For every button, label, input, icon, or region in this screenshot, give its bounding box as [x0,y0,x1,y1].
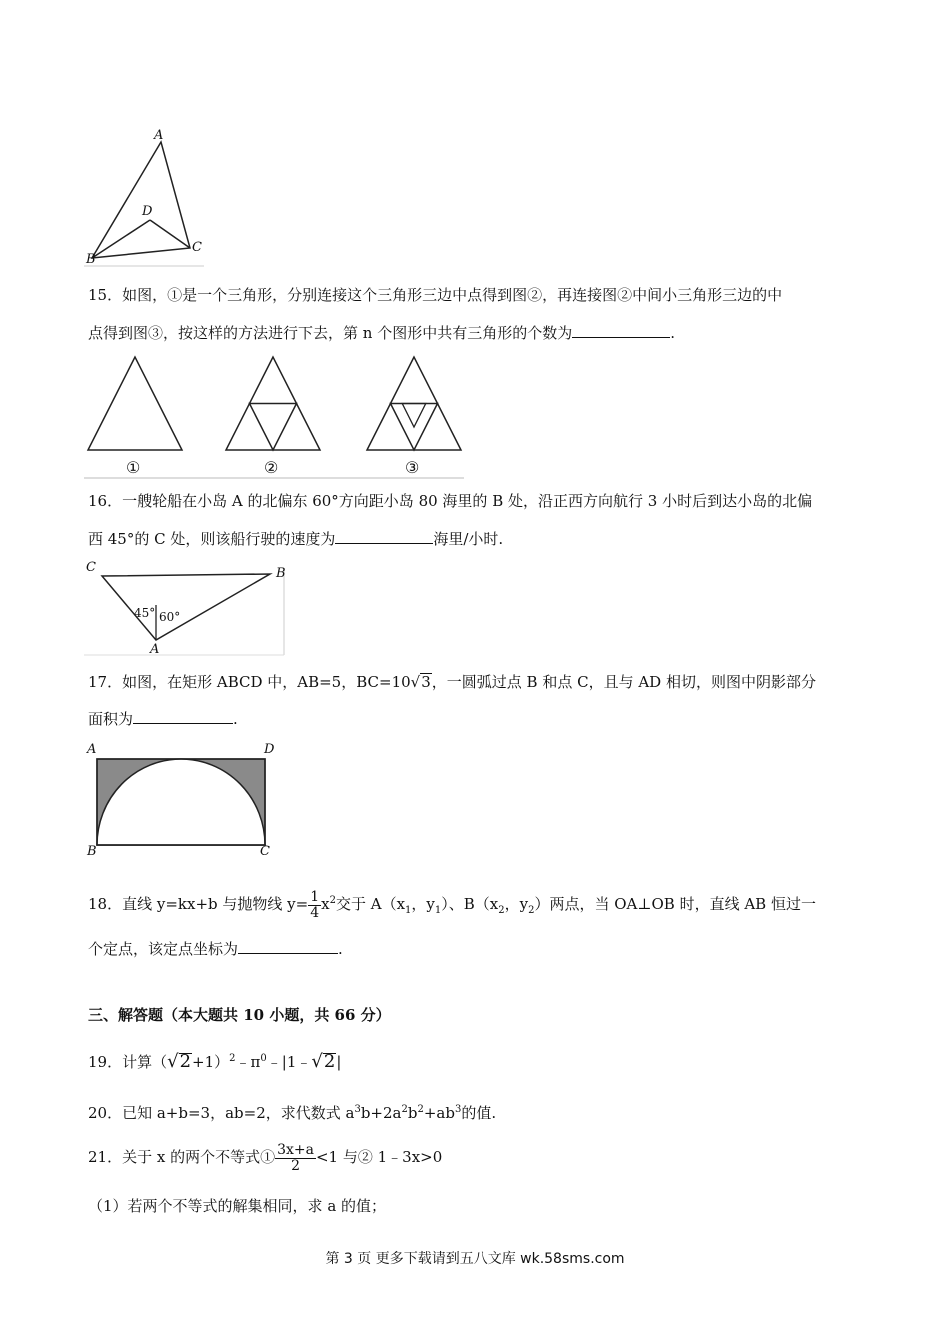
q20-text-a: 20．已知 a+b=3，ab=2，求代数式 a [88,1104,355,1122]
q16-line2-end: 海里/小时. [433,530,504,548]
q19-line [88,1046,341,1075]
q20-line [88,1100,496,1123]
q17-label-a: A [87,742,97,757]
sqrt-sign: √ [311,1051,323,1072]
q18-sup: 2 [329,895,336,906]
q21-frac-num: 3x+a [277,1141,314,1158]
q17-line2-text: 面积为 [88,710,134,728]
q20-text-c: b [407,1104,418,1122]
q20-text-d: +ab [423,1104,455,1122]
sqrt-sign: √ [410,673,421,691]
q20-s2: 2 [401,1104,408,1115]
q16-label-b: B [276,566,286,581]
q18-line1 [88,886,816,926]
q19-text-b: +1） [192,1053,230,1071]
q15-line2 [88,323,675,343]
q18-fraction [308,890,321,921]
q18-line2-end: . [338,940,343,958]
q16-angle-60: 60° [159,610,181,624]
q15-caption-2: ② [264,458,279,477]
q19-text-c: ﹣π [235,1053,261,1071]
q21-sub1: （1）若两个不等式的解集相同，求 a 的值； [88,1197,387,1215]
q21-text-b: <1 与② 1﹣3x>0 [315,1148,443,1166]
q17-diagram [84,742,279,860]
q16-line1: 16．一艘轮船在小岛 A 的北偏东 60°方向距小岛 80 海里的 B 处，沿正西方向航行 3 小时后到达小岛的北偏 [88,492,813,510]
q15-line2-text: 点得到图③，按这样的方法进行下去，第 n 个图形中共有三角形的个数为 [88,324,573,342]
q17-label-b: B [87,844,97,859]
page-footer: 第 3 页 更多下载请到五八文库 wk.58sms.com [325,1251,625,1267]
q15-line1: 15．如图，①是一个三角形，分别连接这个三角形三边中点得到图②，再连接图②中间小三角形三边的中 [88,286,783,304]
q15-caption-1: ① [126,458,141,477]
q19-text-a: 19．计算（ [88,1053,168,1071]
q19-text-e: | [336,1053,342,1071]
q20-text-e: 的值. [461,1104,497,1122]
q16-diagram [84,560,289,660]
q17-line1-text-b: ，一圆弧过点 B 和点 C，且与 AD 相切，则图中阴影部分 [431,673,816,691]
q16-line2 [88,529,503,549]
q19-rad2: 2 [323,1051,336,1072]
q20-s3: 2 [417,1104,424,1115]
q16-angle-45: 45° [134,606,156,620]
figure-q15-triangles [84,352,464,482]
q18-text-e: ）、B（x [441,895,499,913]
q18-sub3: 2 [498,905,505,916]
q15-line2-end: . [670,324,675,342]
q16-line2-text: 西 45°的 C 处，则该船行驶的速度为 [88,530,336,548]
sqrt-sign: √ [167,1051,179,1072]
q17-line1-text: 17．如图，在矩形 ABCD 中，AB=5，BC=10 [88,673,411,691]
label-b: B [86,252,96,267]
q17-radicand: 3 [421,673,431,691]
q19-sup1: 2 [229,1053,236,1064]
q21-line [88,1140,442,1174]
q18-text-d: ，y [411,895,435,913]
q21-text-a: 21．关于 x 的两个不等式① [88,1148,276,1166]
q18-text-g: ）两点，当 OA⊥OB 时，直线 AB 恒过一 [534,895,816,913]
figure-triangle-abcd [84,128,204,268]
section-3-title: 三、解答题（本大题共 10 小题，共 66 分） [88,1006,391,1024]
q15-caption-3: ③ [405,458,420,477]
q17-label-c: C [260,844,270,859]
figure-q17-rectangle [84,742,279,860]
q16-label-c: C [86,560,96,575]
q18-line2 [88,939,343,959]
q21-frac-den: 2 [291,1157,300,1174]
q17-label-d: D [264,742,275,757]
q15-answer-blank [572,323,670,338]
q18-sub4: 2 [528,905,535,916]
label-d: D [142,204,153,219]
triangle-abcd-diagram [84,128,204,268]
q18-text-a: 18．直线 y=kx+b 与抛物线 y= [88,895,309,913]
q20-text-b: b+2a [360,1104,402,1122]
label-a: A [154,128,164,143]
q21-fraction [275,1143,316,1174]
q18-text-f: ，y [504,895,529,913]
q18-text-c: 交于 A（x [335,895,406,913]
q19-sup2: 0 [260,1053,267,1064]
q16-answer-blank [335,529,433,544]
q20-s4: 3 [454,1104,462,1115]
q18-frac-den: 4 [310,904,320,921]
q19-rad1: 2 [179,1051,192,1072]
q18-frac-num: 1 [310,888,320,905]
q16-label-a: A [150,642,160,657]
label-c: C [192,240,202,255]
q20-s1: 3 [354,1104,361,1115]
figure-q16 [84,560,289,660]
q17-answer-blank [133,709,233,724]
q18-sub2: 1 [434,905,442,916]
q18-sub1: 1 [405,905,412,916]
q17-line1 [88,672,816,692]
q17-line2-end: . [233,710,238,728]
q17-line2 [88,709,238,729]
q18-line2-text: 个定点，该定点坐标为 [88,940,239,958]
q19-text-d: ﹣|1﹣ [266,1053,312,1071]
q18-answer-blank [238,939,338,954]
q18-text-b: x [321,895,330,913]
